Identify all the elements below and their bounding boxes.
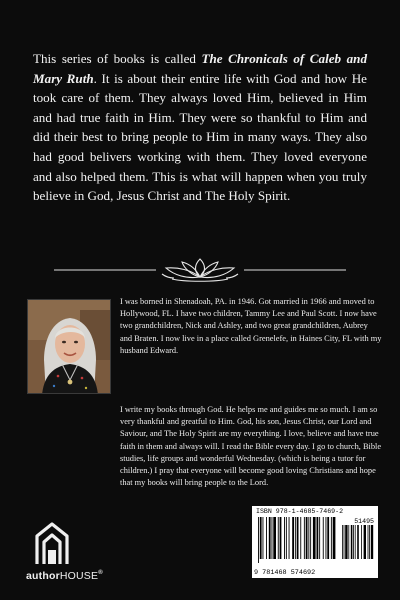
lotus-ornament-icon [162,259,238,281]
series-description [33,49,367,206]
barcode-bar [310,517,311,559]
barcode-bar [280,517,282,559]
barcode-bar [300,517,301,559]
series-title: The Chronicals of Caleb and Mary Ruth [33,51,367,86]
barcode-bar [357,525,359,559]
barcode-bar [313,517,316,559]
barcode-bar [323,517,324,559]
barcode-bar [331,517,332,559]
barcode-bars [256,517,374,569]
barcode-bar [306,517,308,559]
author-bio [120,296,382,357]
barcode-bar [292,517,294,559]
intro-lead: This series of books is called [33,51,202,66]
barcode-bar [345,525,347,559]
barcode-bar [266,517,267,559]
bio-paragraph: I was borned in Shenadoah, PA. in 1946. Got married in 1966 and moved to Hollywood, FL. I have two children, Tammy Lee and Paul Scott. I now have two grandchildren, Nick and Ashley, and two great grandchildren, Aubrey and Braten. I now live in a place called Grenelefe, in Haines City, FL with my husband Edward. [120,297,382,355]
barcode-bar [278,517,279,559]
barcode-bar [355,525,356,559]
barcode-bar [368,525,369,559]
barcode-digits: 9 781468 574692 [254,569,316,577]
barcode-bar [295,517,296,559]
barcode-bar [326,517,327,559]
barcode-bar [297,517,299,559]
barcode-bar [263,517,264,559]
barcode-bar [273,517,276,559]
author-photo [27,299,111,394]
barcode-bar [304,517,305,559]
barcode-bar [319,517,320,559]
barcode-bar [317,517,319,559]
barcode-bar [289,517,290,559]
barcode-bar [364,525,366,559]
publisher-name: authorHOUSE® [26,570,103,582]
isbn-barcode [252,506,378,578]
barcode-bar [272,517,273,559]
barcode-bar [369,525,370,559]
barcode-bar [361,525,362,559]
ornamental-divider [54,255,346,285]
barcode-bar [260,517,262,559]
barcode-bar [371,525,373,559]
barcode-bar [344,525,345,559]
barcode-bar [348,525,349,559]
barcode-bar [258,517,259,563]
barcode-bar [333,517,336,559]
barcode-bar [353,525,354,559]
price-code: 51495 [354,518,374,525]
barcode-bar [342,525,343,559]
intro-body: . It is about their entire life with God and how He took care of them. They always loved Him, believed in Him and had true faith in Him. They were so thankful to Him and did their best to bring people to Him in many ways. They also had good belivers working with them. They loved everyone and also helped them. This is what will happen when you truly believe in God, Jesus Christ and The Holy Spirit. [33,70,367,204]
barcode-bar [327,517,329,559]
bio-paragraph: I write my books through God. He helps me and guides me so much. I am so very thankful and greatful to Him. God, his son, Jesus Christ, our Lord and Saviour, and The Holy Spirit are my everything. I love, believe and have true faith in them and always will. I read the Bible every day. I go to church, Bible studies, life groups and wonderful Wednesday. (which is being a tutor for children.) I pray that everyone will become good loving Christians and hope that my books will bring people to the Lord. [120,405,382,488]
barcode-bar [269,517,271,559]
barcode-bar [351,525,353,559]
barcode-bar [286,517,287,559]
barcode-bar [308,517,309,559]
isbn-label: ISBN 978-1-4685-7469-2 [256,508,344,515]
barcode-bar [284,517,285,559]
